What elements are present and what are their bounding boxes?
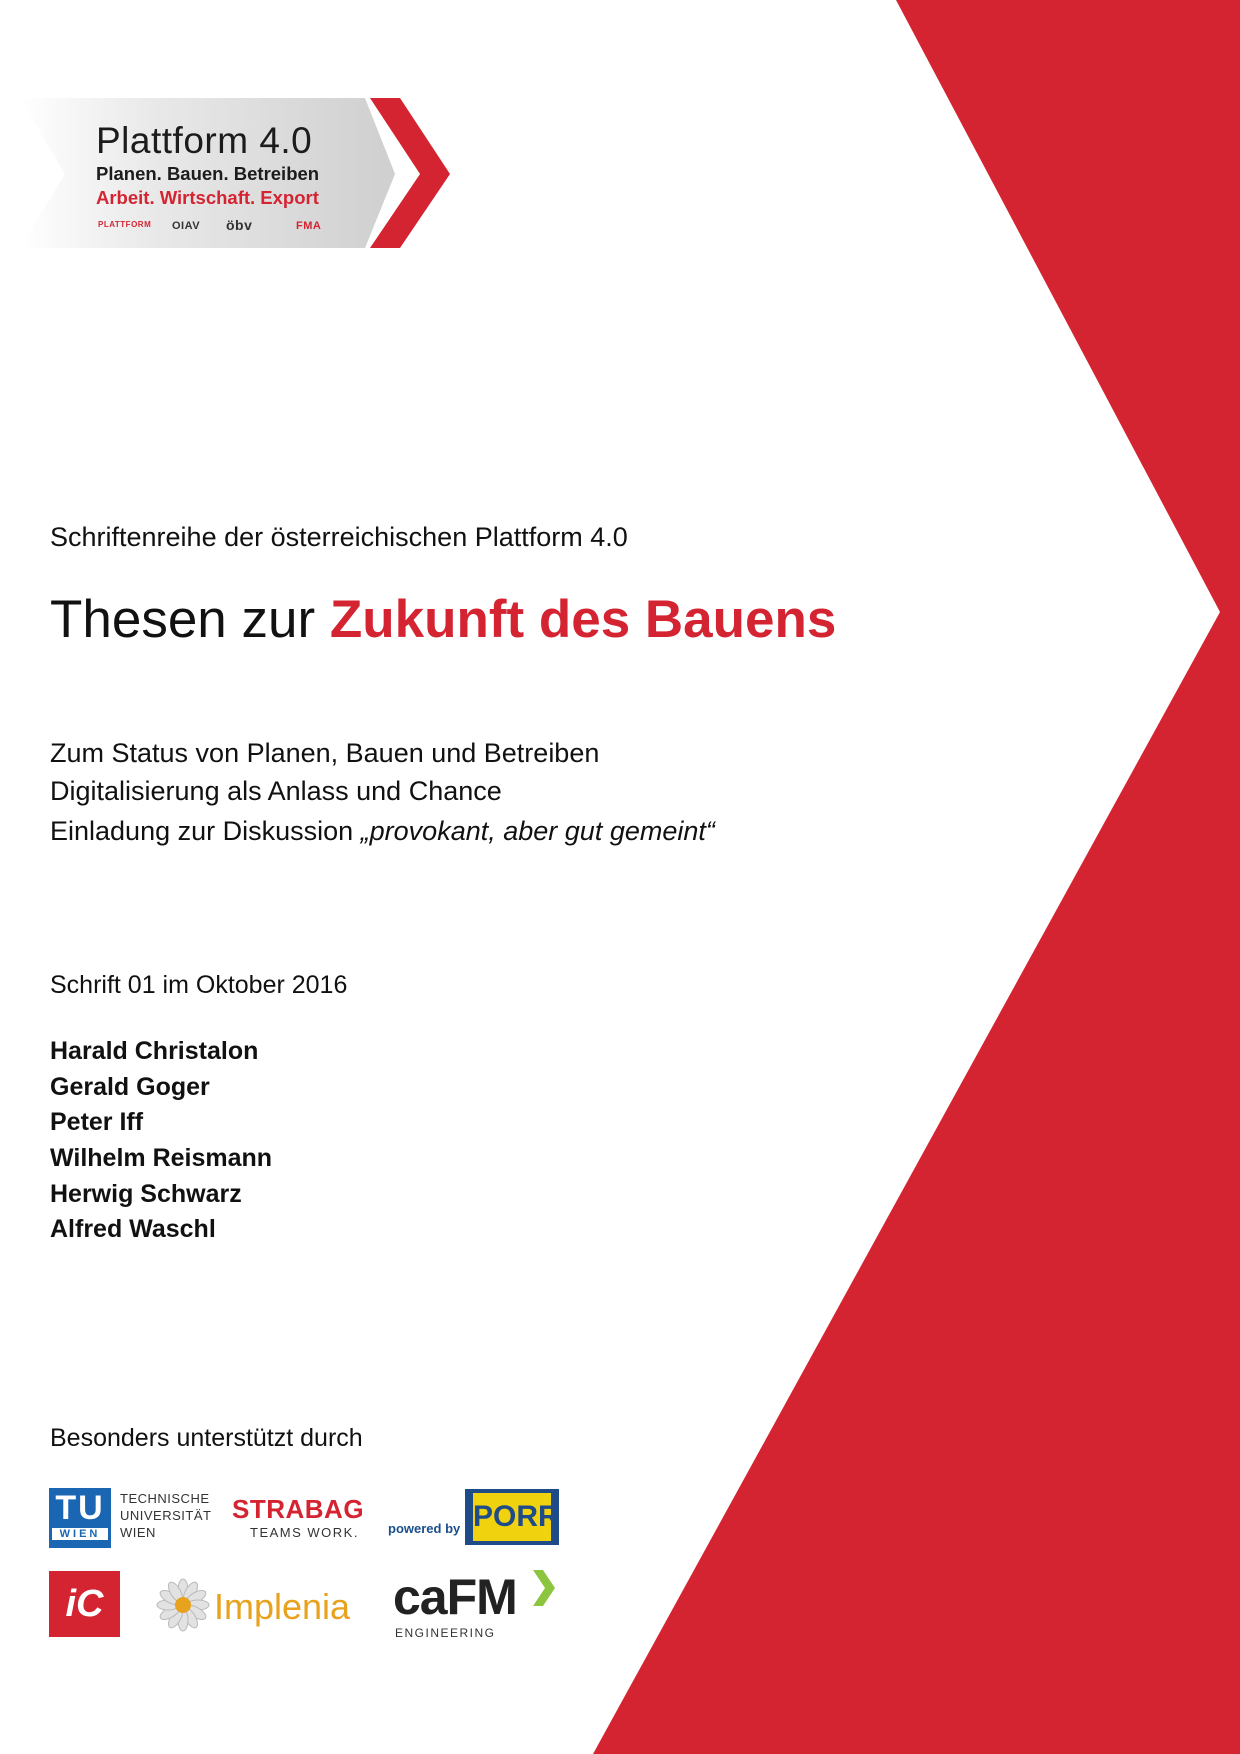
partner-logo-obv: öbv: [226, 217, 253, 233]
author-name: Wilhelm Reismann: [50, 1144, 273, 1172]
porr-name: PORR: [473, 1493, 551, 1541]
tu-mark: TU: [55, 1489, 105, 1527]
cafm-logo: [393, 1568, 517, 1640]
arrow-icon: [533, 1570, 555, 1606]
partner-logo-oiav: OIAV: [172, 220, 201, 232]
invite-quote: „provokant, aber gut gemeint“: [360, 816, 715, 846]
cafm-name: caFM: [393, 1569, 517, 1625]
strabag-tagline: TEAMS WORK.: [250, 1525, 359, 1540]
author-name: Gerald Goger: [50, 1073, 210, 1101]
invite-text: Einladung zur Diskussion: [50, 816, 361, 846]
badge-tagline-2: Arbeit. Wirtschaft. Export: [96, 187, 319, 208]
author-name: Alfred Waschl: [50, 1215, 216, 1243]
title-plain: Thesen zur: [50, 590, 330, 649]
sponsors-heading: Besonders unterstützt durch: [50, 1424, 363, 1452]
tu-wien-logo: [49, 1488, 111, 1548]
subtitle-line-3: [50, 816, 715, 847]
document-title: [50, 588, 836, 652]
tu-wien-name: TECHNISCHE UNIVERSITÄT WIEN: [120, 1491, 212, 1540]
author-name: Herwig Schwarz: [50, 1180, 242, 1208]
badge-tagline-1: Planen. Bauen. Betreiben: [96, 163, 320, 184]
cafm-sub: ENGINEERING: [395, 1626, 496, 1640]
subtitle-line-1: Zum Status von Planen, Bauen und Betreiben: [50, 738, 600, 768]
partner-logo-fma: FMA: [296, 220, 322, 232]
porr-logo: [465, 1489, 559, 1545]
implenia-name: Implenia: [214, 1586, 351, 1627]
issue-info: Schrift 01 im Oktober 2016: [50, 971, 348, 999]
badge-title: Plattform 4.0: [96, 120, 313, 161]
author-name: Peter Iff: [50, 1108, 144, 1136]
author-name: Harald Christalon: [50, 1037, 259, 1065]
series-title: Schriftenreihe der österreichischen Plattform 4.0: [50, 522, 628, 552]
powered-by-label: powered by: [388, 1521, 461, 1536]
ic-logo: iC: [49, 1571, 120, 1637]
strabag-name: STRABAG: [232, 1494, 365, 1524]
daisy-icon: [156, 1578, 210, 1632]
partner-logo-plattform: PLATTFORM: [98, 220, 152, 229]
strabag-logo: [232, 1494, 364, 1540]
subtitle-line-2: Digitalisierung als Anlass und Chance: [50, 776, 502, 806]
tu-mark-sub: WIEN: [52, 1528, 108, 1540]
title-accent: Zukunft des Bauens: [329, 590, 837, 649]
